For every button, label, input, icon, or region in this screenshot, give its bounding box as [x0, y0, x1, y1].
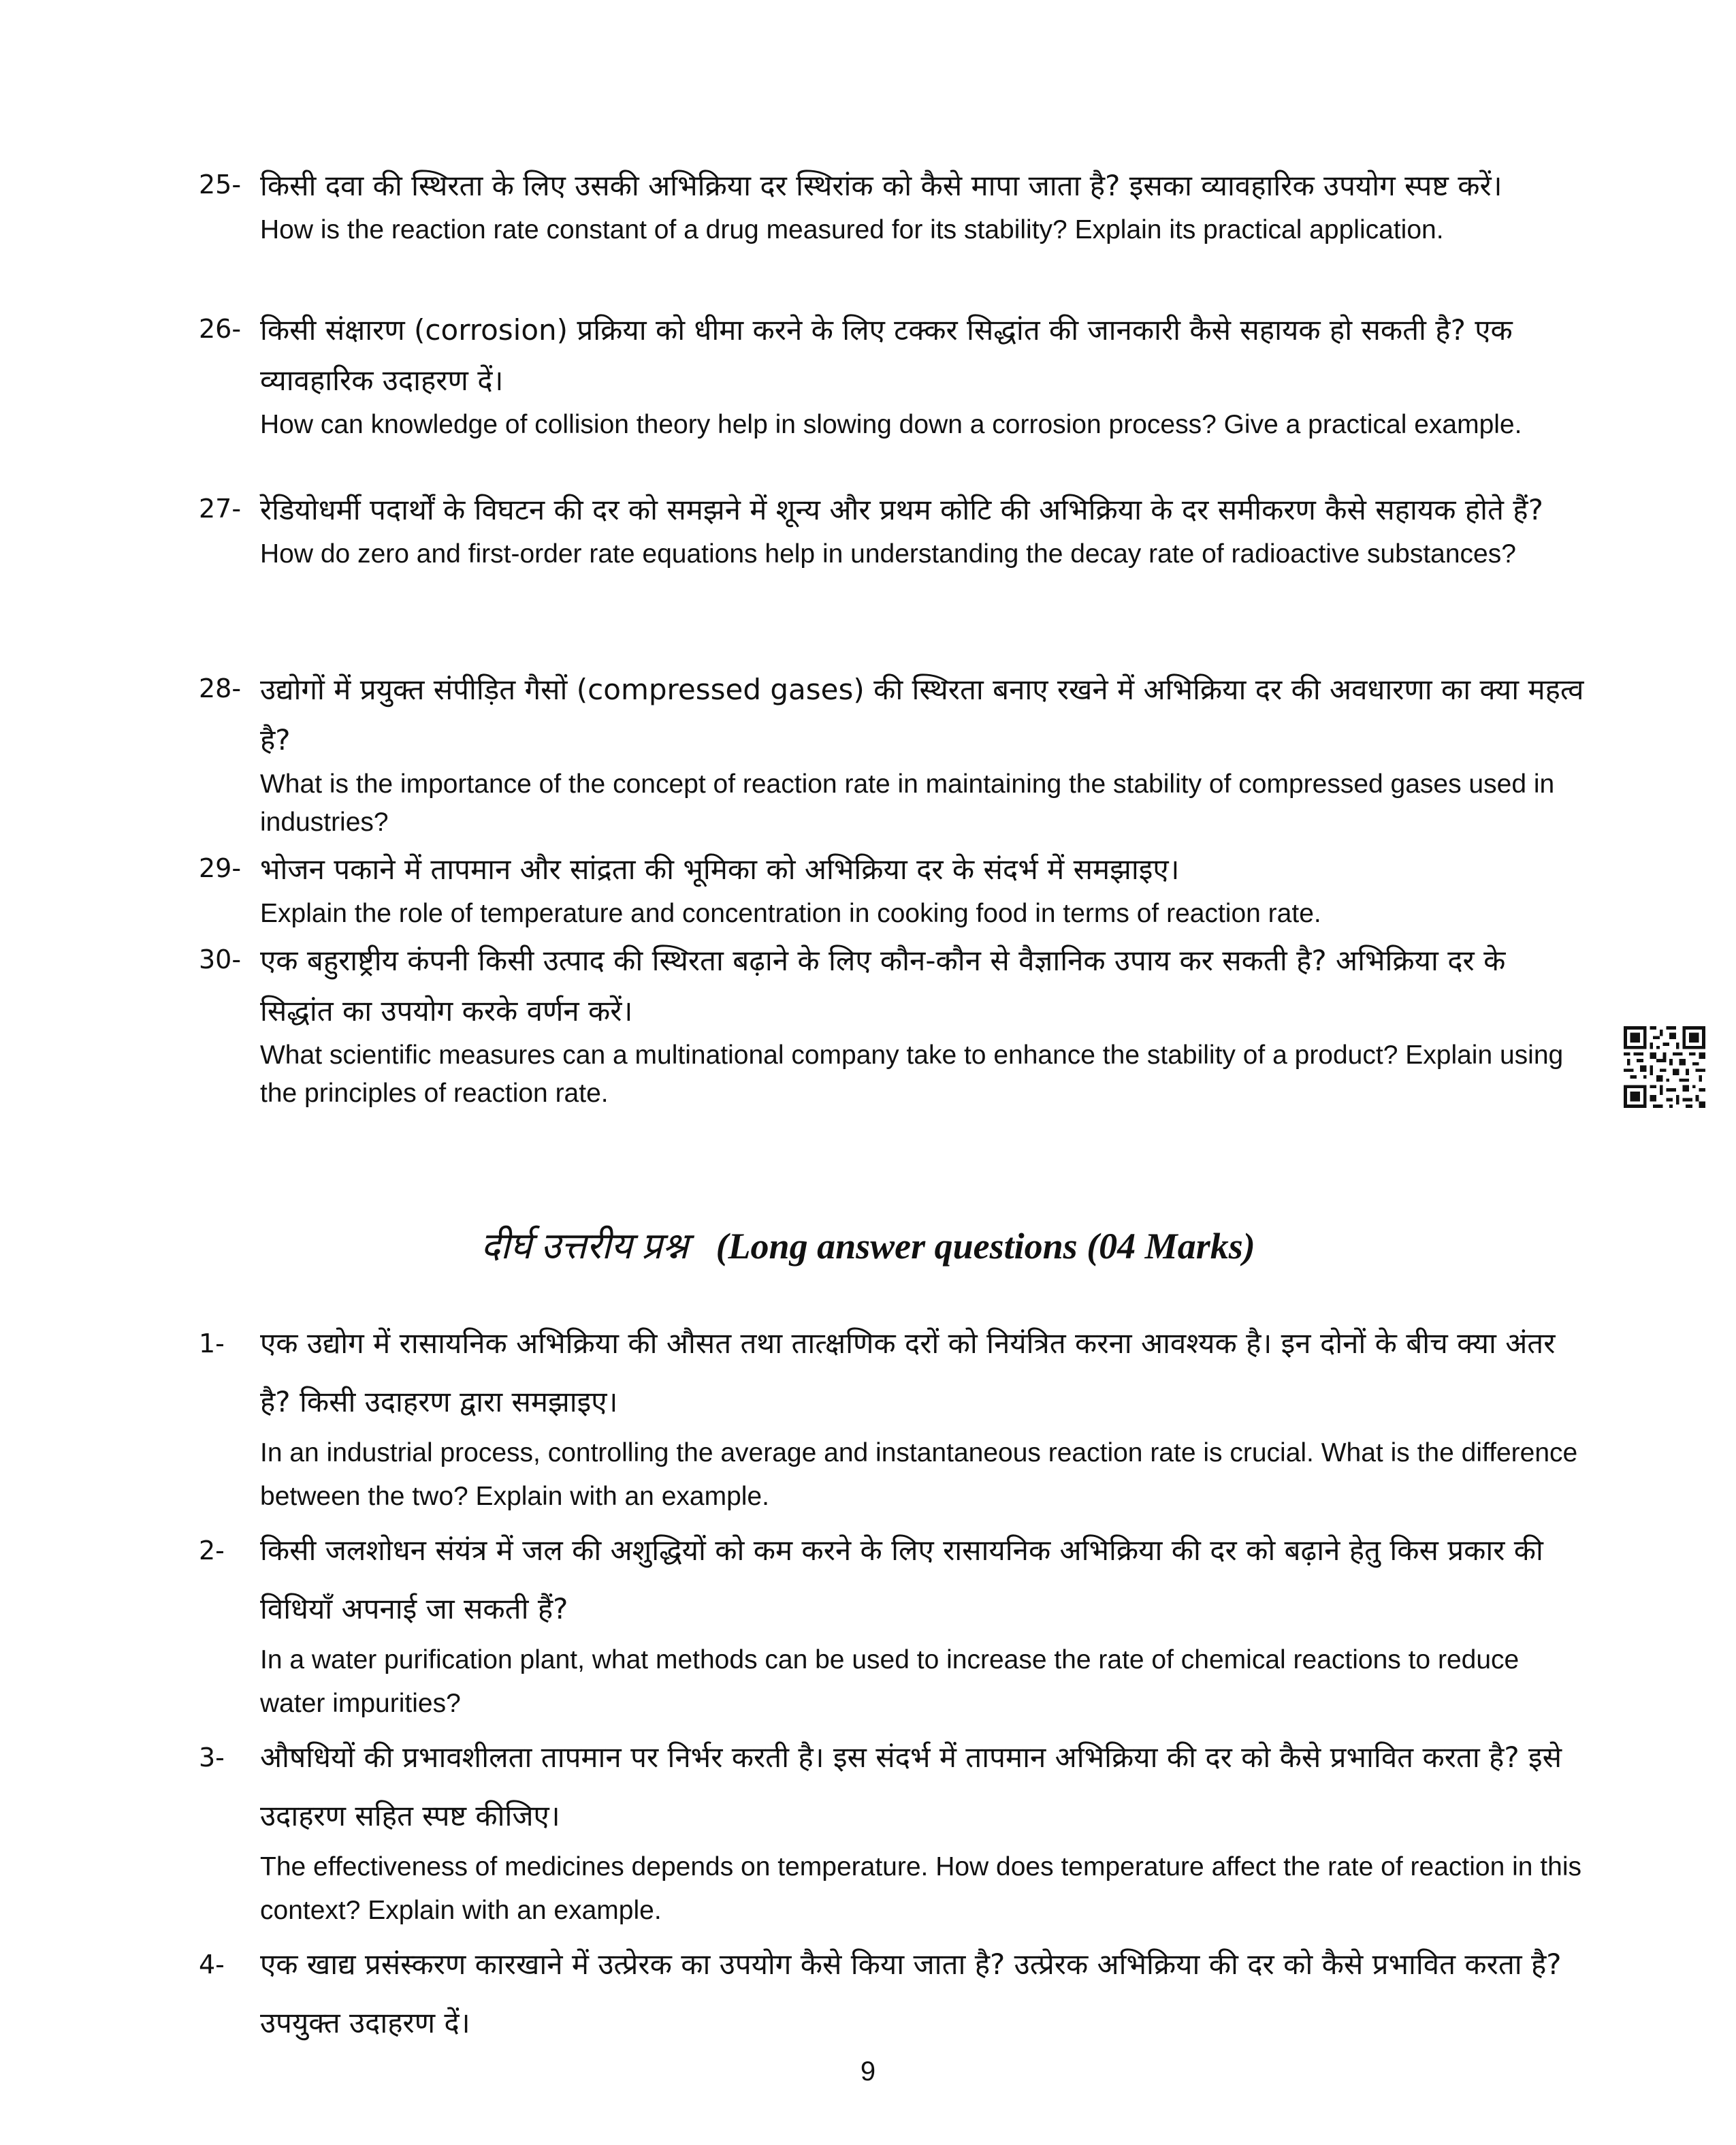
question-hindi: किसी दवा की स्थिरता के लिए उसकी अभिक्रिया दर स्थिरांक को कैसे मापा जाता है? इसका व्यावहारिक उपयोग स्पष्ट करें। [260, 169, 1502, 202]
page-number: 9 [860, 2056, 876, 2086]
question-number: 4- [199, 1950, 225, 1980]
question-hindi: औषधियों की प्रभावशीलता तापमान पर निर्भर करती है। इस संदर्भ में तापमान अभिक्रिया की दर को कैसे प्रभावित करता है? इसे उदाहरण सहित स्पष्ट कीजिए। [260, 1741, 1562, 1832]
question-english: Explain the role of temperature and concentration in cooking food in terms of reaction rate. [260, 899, 1321, 928]
question-hindi: रेडियोधर्मी पदार्थों के विघटन की दर को समझने में शून्य और प्रथम कोटि की अभिक्रिया के दर समीकरण कैसे सहायक होते हैं? [260, 493, 1543, 526]
question-number: 26- [199, 314, 242, 344]
question-number: 3- [199, 1743, 225, 1773]
question-number: 29- [199, 853, 242, 883]
question-hindi: एक उद्योग में रासायनिक अभिक्रिया की औसत तथा तात्क्षणिक दरों को नियंत्रित करना आवश्यक है। इन दोनों के बीच क्या अंतर है? किसी उदाहरण द्वारा समझाइए। [260, 1326, 1556, 1418]
question-english: How can knowledge of collision theory help in slowing down a corrosion process? Give a practical example. [260, 410, 1522, 439]
question-english: In a water purification plant, what methods can be used to increase the rate of chemical reactions to reduce water impurities? [260, 1645, 1520, 1718]
question-hindi: उद्योगों में प्रयुक्त संपीड़ित गैसों (compressed gases) की स्थिरता बनाए रखने में अभिक्रिया दर की अवधारणा का क्या महत्व है? [260, 673, 1584, 757]
question-number: 1- [199, 1329, 225, 1358]
question-english: How is the reaction rate constant of a drug measured for its stability? Explain its practical application. [260, 215, 1444, 244]
section-heading-english: (Long answer questions (04 Marks) [716, 1226, 1255, 1267]
question-english: What scientific measures can a multinational company take to enhance the stability of a product? Explain using the principles of reaction rate. [260, 1040, 1564, 1108]
question-hindi: किसी जलशोधन संयंत्र में जल की अशुद्धियों को कम करने के लिए रासायनिक अभिक्रिया की दर को बढ़ाने हेतु किस प्रकार की विधियाँ अपनाई जा सकती हैं? [260, 1534, 1543, 1625]
question-english: What is the importance of the concept of reaction rate in maintaining the stability of compressed gases used in industries? [260, 769, 1555, 837]
qr-code-icon [1624, 1026, 1705, 1108]
question-number: 30- [199, 944, 242, 974]
question-number: 25- [199, 170, 242, 200]
question-hindi: भोजन पकाने में तापमान और सांद्रता की भूमिका को अभिक्रिया दर के संदर्भ में समझाइए। [260, 853, 1180, 886]
question-english: How do zero and first-order rate equations help in understanding the decay rate of radioactive substances? [260, 539, 1516, 569]
question-number: 27- [199, 494, 242, 524]
question-hindi: एक खाद्य प्रसंस्करण कारखाने में उत्प्रेरक का उपयोग कैसे किया जाता है? उत्प्रेरक अभिक्रिया की दर को कैसे प्रभावित करता है? उपयुक्त उदाहरण दें। [260, 1948, 1562, 2039]
question-english: In an industrial process, controlling the average and instantaneous reaction rate is crucial. What is the difference between the two? Explain with an example. [260, 1438, 1578, 1511]
section-heading-hindi: दीर्घ उत्तरीय प्रश्न [481, 1226, 689, 1267]
question-hindi: एक बहुराष्ट्रीय कंपनी किसी उत्पाद की स्थिरता बढ़ाने के लिए कौन-कौन से वैज्ञानिक उपाय कर सकती है? अभिक्रिया दर के सिद्धांत का उपयोग करके वर्णन करें। [260, 944, 1506, 1028]
section-heading [0, 1219, 1736, 1273]
question-number: 2- [199, 1536, 225, 1566]
question-number: 28- [199, 673, 242, 703]
question-english: The effectiveness of medicines depends on temperature. How does temperature affect the rate of reaction in this context? Explain with an example. [260, 1852, 1581, 1925]
question-hindi: किसी संक्षारण (corrosion) प्रक्रिया को धीमा करने के लिए टक्कर सिद्धांत की जानकारी कैसे सहायक हो सकती है? एक व्यावहारिक उदाहरण दें। [260, 313, 1513, 397]
